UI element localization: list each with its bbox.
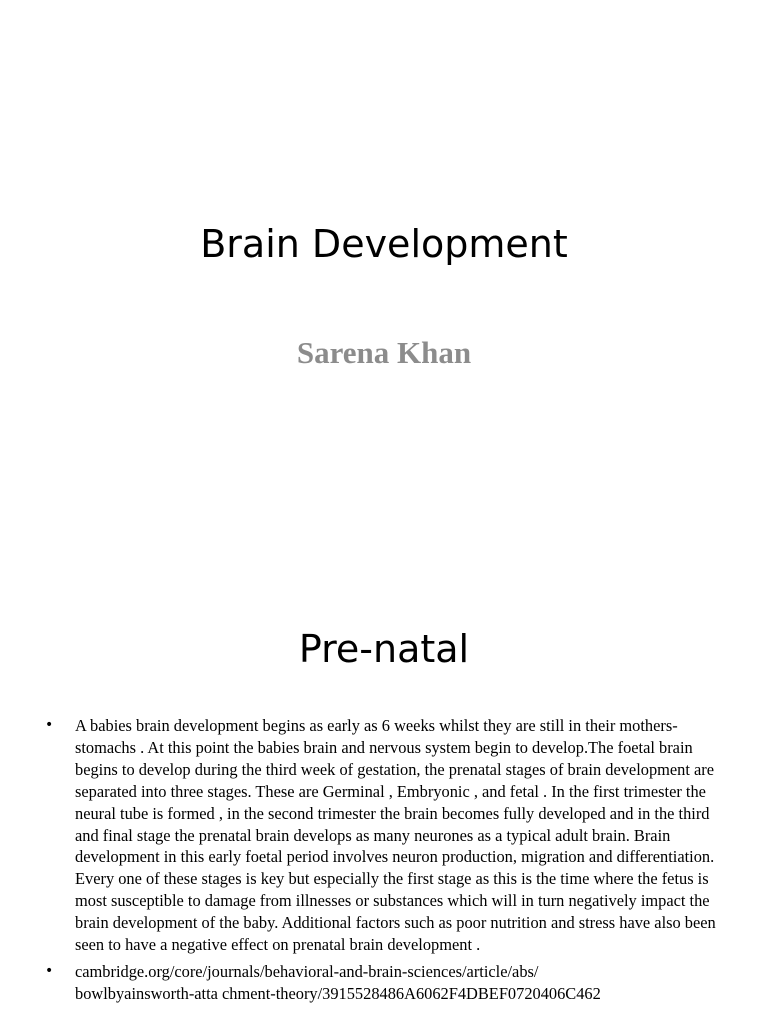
slide-title: Pre-natal xyxy=(298,627,470,671)
bullet-text: A babies brain development begins as early as 6 weeks whilst they are still in their mothers-stomachs . At this point the babies brain and nervous system begin to develop.The foetal brain begins to develop during the third week of gestation, the prenatal stages of brain development are separated into three stages. These are Germinal , Embryonic , and fetal . In the first trimester the neural tube is formed , in the second trimester the brain becomes fully developed and in the third and final stage the prenatal brain develops as many neurones as a typical adult brain. Brain development in this early foetal period involves neuron production, migration and differentiation. Every one of these stages is key but especially the first stage as this is the time where the fetus is most susceptible to damage from illnesses or substances which will in turn negatively impact the brain development of the baby. Additional factors such as poor nutrition and stress have also been seen to have a negative effect on prenatal brain development . xyxy=(75,716,716,955)
content-slide xyxy=(0,560,768,1024)
reference-url-line-1: cambridge.org/core/journals/behavioral-and-brain-sciences/article/abs/ xyxy=(75,961,539,981)
bullet-paragraph xyxy=(45,715,725,956)
reference-url-line-2: bowlbyainsworth-atta chment-theory/3915528486A6062F4DBEF0720406C462 xyxy=(75,983,601,1003)
bullet-reference xyxy=(45,961,725,1005)
bullet-icon: • xyxy=(45,717,54,733)
author-name: Sarena Khan xyxy=(296,335,472,370)
bullet-list xyxy=(45,715,725,1010)
presentation-title: Brain Development xyxy=(200,222,568,266)
bullet-icon: • xyxy=(45,962,54,979)
